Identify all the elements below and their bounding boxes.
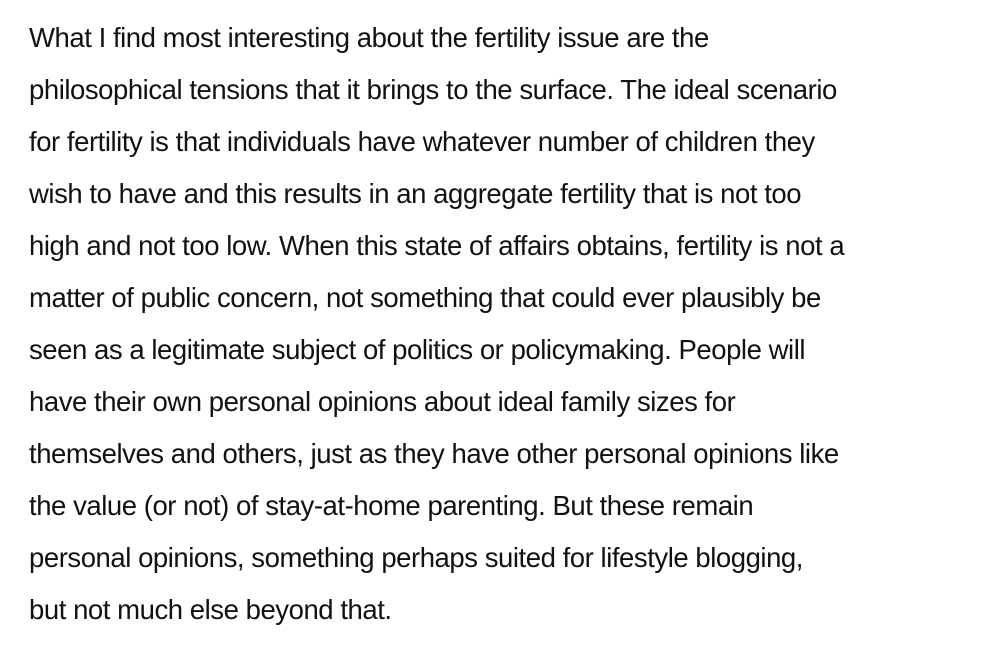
text-line-10: the value (or not) of stay-at-home parenting. But these remain — [29, 490, 754, 521]
text-line-4: wish to have and this results in an aggregate fertility that is not too — [29, 178, 802, 209]
text-line-9: themselves and others, just as they have other personal opinions like — [29, 438, 839, 469]
text-line-6: matter of public concern, not something that could ever plausibly be — [29, 282, 821, 313]
text-line-3: for fertility is that individuals have whatever number of children they — [29, 126, 815, 157]
text-line-12: but not much else beyond that. — [29, 594, 392, 625]
text-line-11: personal opinions, something perhaps suited for lifestyle blogging, — [29, 542, 803, 573]
text-line-5: high and not too low. When this state of affairs obtains, fertility is not a — [29, 230, 845, 261]
text-line-7: seen as a legitimate subject of politics or policymaking. People will — [29, 334, 806, 365]
text-line-1: What I find most interesting about the fertility issue are the — [29, 22, 709, 53]
text-line-2: philosophical tensions that it brings to the surface. The ideal scenario — [29, 74, 837, 105]
text-line-8: have their own personal opinions about ideal family sizes for — [29, 386, 736, 417]
